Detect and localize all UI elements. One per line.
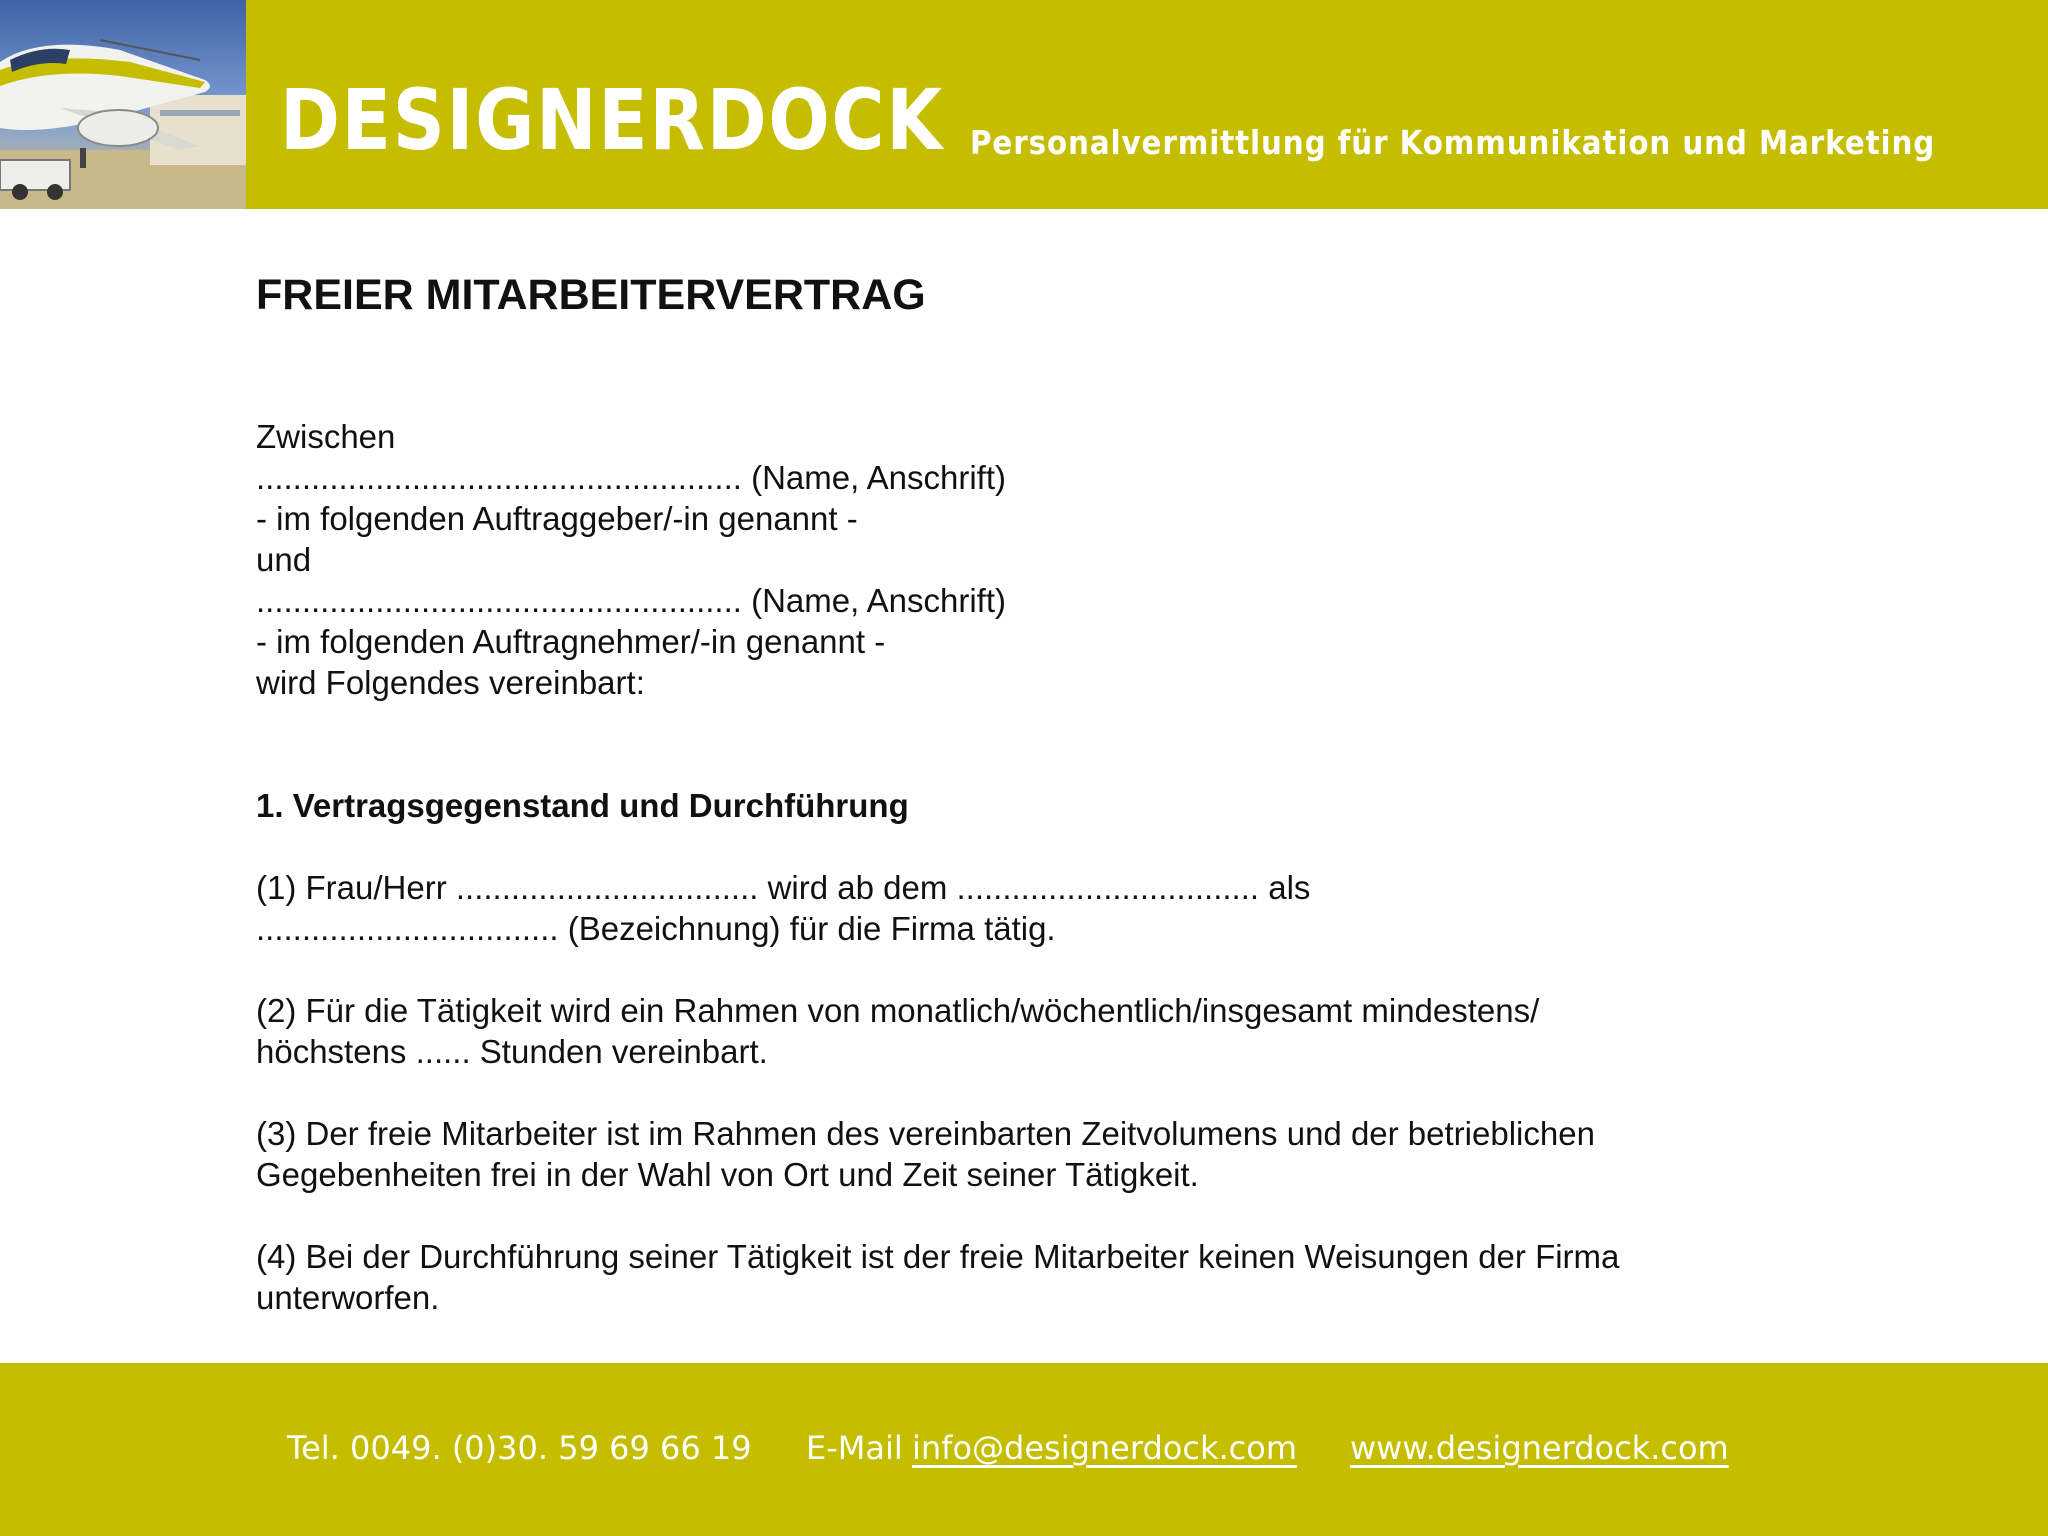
paragraph-line: höchstens ...... Stunden vereinbart. bbox=[256, 1033, 768, 1070]
parties-line: ..................................................... (Name, Anschrift) bbox=[256, 582, 1006, 619]
parties-line: wird Folgendes vereinbart: bbox=[256, 664, 645, 701]
footer-email-label: E-Mail bbox=[806, 1429, 903, 1467]
paragraph-2 bbox=[256, 990, 1539, 1072]
paragraph-3 bbox=[256, 1113, 1595, 1195]
parties-line: und bbox=[256, 541, 312, 578]
footer-email-link[interactable]: info@designerdock.com bbox=[912, 1429, 1297, 1467]
airplane-illustration bbox=[0, 0, 246, 209]
brand-tagline: Personalvermittlung für Kommunikation und Marketing bbox=[970, 123, 1936, 162]
footer-bar bbox=[0, 1363, 2048, 1536]
paragraph-line: unterworfen. bbox=[256, 1279, 440, 1316]
parties-line: Zwischen bbox=[256, 418, 396, 455]
parties-line: - im folgenden Auftragnehmer/-in genannt - bbox=[256, 623, 886, 660]
paragraph-line: ................................. (Bezeichnung) für die Firma tätig. bbox=[256, 910, 1056, 947]
header-bar bbox=[0, 0, 2048, 209]
parties-line: ..................................................... (Name, Anschrift) bbox=[256, 459, 1006, 496]
footer-website-link[interactable]: www.designerdock.com bbox=[1350, 1429, 1729, 1467]
paragraph-1 bbox=[256, 867, 1310, 949]
section-heading: 1. Vertragsgegenstand und Durchführung bbox=[256, 787, 909, 824]
paragraph-4 bbox=[256, 1236, 1619, 1318]
parties-line: - im folgenden Auftraggeber/-in genannt - bbox=[256, 500, 858, 537]
paragraph-line: (1) Frau/Herr ................................. wird ab dem ................................. als bbox=[256, 869, 1311, 906]
paragraph-line: (2) Für die Tätigkeit wird ein Rahmen von monatlich/wöchentlich/insgesamt mindestens/ bbox=[256, 992, 1540, 1029]
brand-logo-text: DESIGNERDOCK bbox=[280, 71, 944, 169]
paragraph-line: (3) Der freie Mitarbeiter ist im Rahmen des vereinbarten Zeitvolumens und der betrieblichen bbox=[256, 1115, 1595, 1152]
paragraph-line: (4) Bei der Durchführung seiner Tätigkeit ist der freie Mitarbeiter keinen Weisungen der Firma bbox=[256, 1238, 1620, 1275]
paragraph-line: Gegebenheiten frei in der Wahl von Ort und Zeit seiner Tätigkeit. bbox=[256, 1156, 1199, 1193]
document-title: FREIER MITARBEITERVERTRAG bbox=[256, 271, 926, 319]
footer-phone: Tel. 0049. (0)30. 59 69 66 19 bbox=[287, 1429, 752, 1467]
parties-block bbox=[256, 416, 1006, 703]
